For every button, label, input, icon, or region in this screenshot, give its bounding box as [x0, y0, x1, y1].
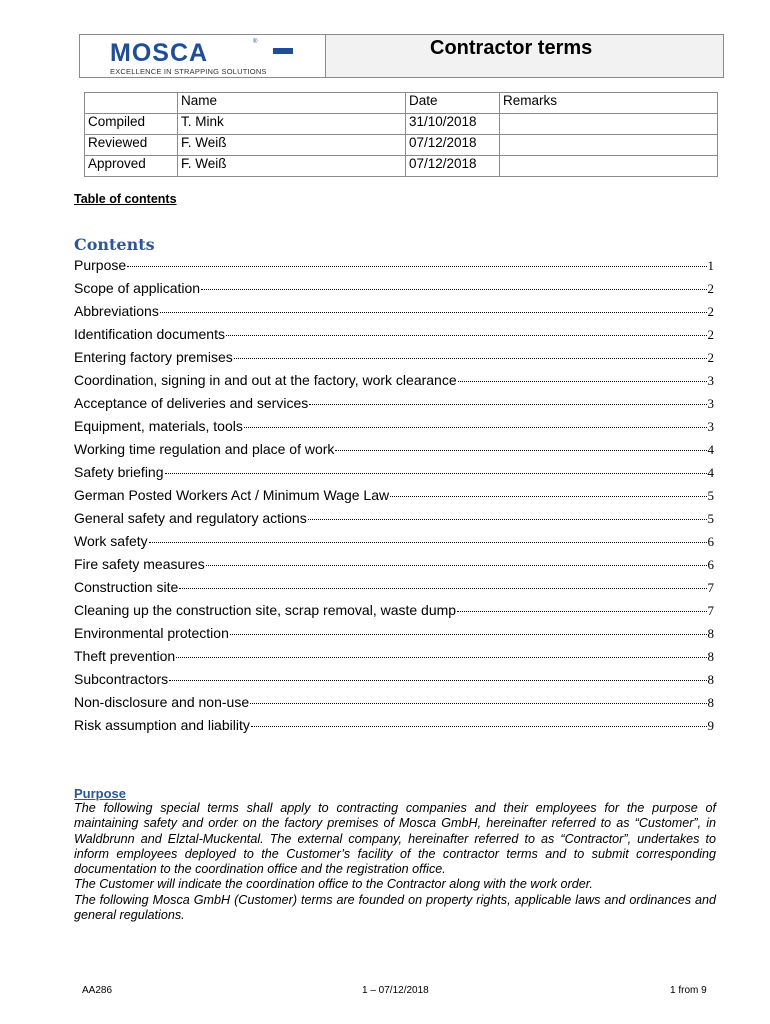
toc-leader-dots	[308, 519, 707, 520]
toc-leader-dots	[250, 703, 706, 704]
toc-leader-dots	[226, 335, 707, 336]
toc-entry-label: Coordination, signing in and out at the factory, work clearance	[74, 372, 457, 388]
toc-leader-dots	[335, 450, 706, 451]
footer-doc-code: AA286	[82, 985, 113, 996]
logo-bar-icon	[273, 48, 293, 54]
toc-entry[interactable]	[74, 418, 714, 441]
approval-name: F. Weiß	[178, 156, 406, 177]
toc-entry-label: Entering factory premises	[74, 349, 233, 365]
toc-entry[interactable]	[74, 510, 714, 533]
toc-entry-label: Construction site	[74, 579, 179, 595]
toc-page-number: 8	[707, 695, 714, 710]
registered-mark-icon: ®	[253, 39, 258, 45]
toc-page-number: 2	[707, 350, 714, 365]
approval-remarks	[500, 135, 718, 156]
toc-page-number: 6	[707, 534, 714, 549]
toc-entry[interactable]	[74, 579, 714, 602]
toc-leader-dots	[234, 358, 707, 359]
toc-entry[interactable]	[74, 372, 714, 395]
approval-row	[85, 135, 718, 156]
toc-entry[interactable]	[74, 671, 714, 694]
toc-entry[interactable]	[74, 487, 714, 510]
approval-header-cell: Remarks	[500, 93, 718, 114]
document-title: Contractor terms	[430, 37, 593, 59]
approval-date: 07/12/2018	[406, 135, 500, 156]
approval-role: Approved	[85, 156, 178, 177]
toc-page-number: 1	[707, 258, 714, 273]
toc-entry[interactable]	[74, 441, 714, 464]
toc-entry-label: Cleaning up the construction site, scrap removal, waste dump	[74, 602, 457, 618]
toc-entry-label: Theft prevention	[74, 648, 176, 664]
toc-entry[interactable]	[74, 349, 714, 372]
toc-entry[interactable]	[74, 694, 714, 717]
toc-page-number: 5	[707, 488, 714, 503]
toc-leader-dots	[169, 680, 706, 681]
toc-leader-dots	[390, 496, 706, 497]
toc-entry-label: Fire safety measures	[74, 556, 205, 572]
toc-entry-label: Working time regulation and place of work	[74, 441, 335, 457]
toc-leader-dots	[244, 427, 707, 428]
approval-header-cell	[85, 93, 178, 114]
toc-leader-dots	[230, 634, 707, 635]
toc-entry[interactable]	[74, 556, 714, 579]
title-cell	[326, 35, 723, 77]
purpose-section	[74, 786, 716, 923]
toc-entry-label: Acceptance of deliveries and services	[74, 395, 309, 411]
approval-header-row	[85, 93, 718, 114]
approval-date: 07/12/2018	[406, 156, 500, 177]
toc-leader-dots	[251, 726, 707, 727]
approval-name: T. Mink	[178, 114, 406, 135]
toc-entry-label: Subcontractors	[74, 671, 169, 687]
toc-page-number: 5	[707, 511, 714, 526]
toc-entry-label: Safety briefing	[74, 464, 164, 480]
toc-entry[interactable]	[74, 326, 714, 349]
document-header	[79, 34, 724, 78]
toc-page-number: 8	[707, 672, 714, 687]
approval-remarks	[500, 114, 718, 135]
toc-leader-dots	[179, 588, 706, 589]
toc-leader-dots	[458, 381, 707, 382]
approval-date: 31/10/2018	[406, 114, 500, 135]
toc-leader-dots	[457, 611, 706, 612]
purpose-heading: Purpose	[74, 786, 127, 801]
toc-entry[interactable]	[74, 395, 714, 418]
toc-entry-label: Purpose	[74, 257, 127, 273]
approval-role: Compiled	[85, 114, 178, 135]
toc-entry-label: Identification documents	[74, 326, 225, 342]
toc-entry-label: Risk assumption and liability	[74, 717, 250, 733]
toc-entry-label: German Posted Workers Act / Minimum Wage Law	[74, 487, 390, 503]
toc-entry-label: Non-disclosure and non-use	[74, 694, 250, 710]
approval-header-cell: Name	[178, 93, 406, 114]
toc-entry-label: Scope of application	[74, 280, 201, 296]
approval-name: F. Weiß	[178, 135, 406, 156]
purpose-paragraph: The Customer will indicate the coordination office to the Contractor along with the work order.	[74, 877, 593, 892]
toc-entry-label: General safety and regulatory actions	[74, 510, 307, 526]
purpose-paragraph: The following special terms shall apply to contracting companies and their employees for the purpose of maintaining safety and order on the factory premises of Mosca GmbH, hereinafter referred to as “Customer”, in Waldbrunn and Elztal-Muckental. The external company, hereinafter referred to as “Contractor”, undertakes to inform employees deployed to the Customer’s facility of the contractor terms and to submit corresponding documentation to the coordination office and the registration office.	[74, 801, 716, 877]
toc-leader-dots	[160, 312, 707, 313]
toc-entry[interactable]	[74, 464, 714, 487]
toc-page-number: 9	[707, 718, 714, 733]
footer-page-number: 1 from 9	[670, 985, 707, 996]
approval-row	[85, 156, 718, 177]
table-of-contents-label: Table of contents	[74, 192, 177, 206]
toc-page-number: 2	[707, 281, 714, 296]
toc-entry[interactable]	[74, 303, 714, 326]
toc-page-number: 7	[707, 580, 714, 595]
toc-entry[interactable]	[74, 533, 714, 556]
toc-page-number: 2	[707, 304, 714, 319]
table-of-contents	[74, 257, 714, 740]
toc-entry[interactable]	[74, 717, 714, 740]
logo-tagline: EXCELLENCE IN STRAPPING SOLUTIONS	[110, 67, 267, 76]
toc-page-number: 3	[707, 396, 714, 411]
toc-leader-dots	[201, 289, 706, 290]
toc-page-number: 2	[707, 327, 714, 342]
toc-page-number: 7	[707, 603, 714, 618]
toc-page-number: 3	[707, 419, 714, 434]
footer-version: 1 – 07/12/2018	[362, 985, 429, 996]
toc-leader-dots	[165, 473, 707, 474]
toc-entry[interactable]	[74, 648, 714, 671]
toc-entry[interactable]	[74, 625, 714, 648]
toc-entry[interactable]	[74, 257, 714, 280]
purpose-paragraph: The following Mosca GmbH (Customer) terms are founded on property rights, applicable laws and ordinances and general regulations.	[74, 892, 716, 923]
toc-leader-dots	[176, 657, 706, 658]
toc-leader-dots	[309, 404, 706, 405]
toc-entry-label: Environmental protection	[74, 625, 229, 641]
toc-page-number: 4	[707, 465, 714, 480]
toc-leader-dots	[206, 565, 707, 566]
company-logo	[80, 35, 326, 77]
logo-wordmark: MOSCA	[110, 39, 209, 67]
approval-header-cell: Date	[406, 93, 500, 114]
toc-entry-label: Equipment, materials, tools	[74, 418, 243, 434]
toc-leader-dots	[149, 542, 707, 543]
toc-entry[interactable]	[74, 280, 714, 303]
toc-leader-dots	[127, 266, 706, 267]
toc-page-number: 8	[707, 626, 714, 641]
toc-page-number: 3	[707, 373, 714, 388]
approval-remarks	[500, 156, 718, 177]
toc-entry-label: Work safety	[74, 533, 148, 549]
toc-page-number: 8	[707, 649, 714, 664]
toc-page-number: 6	[707, 557, 714, 572]
toc-page-number: 4	[707, 442, 714, 457]
toc-entry[interactable]	[74, 602, 714, 625]
approval-role: Reviewed	[85, 135, 178, 156]
approval-table	[84, 92, 718, 177]
approval-row	[85, 114, 718, 135]
toc-entry-label: Abbreviations	[74, 303, 159, 319]
contents-heading: Contents	[74, 235, 155, 254]
